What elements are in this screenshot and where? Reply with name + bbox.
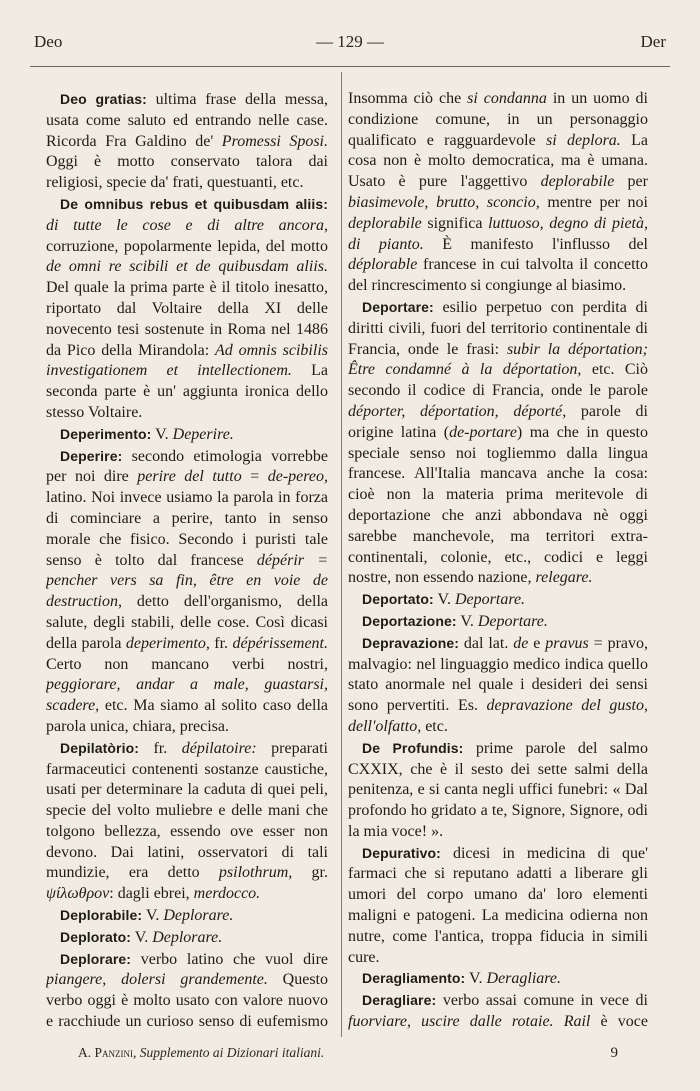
- entry-text: corruzione, popolarmente lepida, del motto: [46, 237, 328, 255]
- italic-text: deplorabile: [348, 214, 422, 232]
- italic-text: Promessi Sposi.: [221, 132, 328, 150]
- left-column: [46, 89, 328, 1035]
- dictionary-entry: [46, 446, 328, 738]
- entry-text: dicesi in medicina di que' farmaci che si reputano adatti a liberare gli umori del corpo umano da' loro elementi maligni e patogeni. La medicina odierna non nutre, come l'antica, troppa fiducia in simili cure.: [348, 844, 648, 966]
- footer-title: , Supplemento ai Dizionari italiani.: [133, 1045, 325, 1060]
- italic-text: peggiorare, andar a male, guastarsi, scadere,: [46, 676, 328, 715]
- italic-text: perire del tutto: [137, 468, 242, 486]
- italic-text: piangere, dolersi grandemente.: [46, 971, 268, 989]
- entry-text: : dagli ebrei,: [109, 885, 194, 903]
- dictionary-entry: [348, 990, 648, 1035]
- header-rule: [30, 66, 670, 67]
- entry-text: È manifesto l'influsso del: [423, 235, 648, 253]
- italic-text: de-pereo,: [267, 468, 328, 486]
- italic-text: subir la déportation; Être condamné à la déportation,: [348, 340, 648, 379]
- italic-text: relegare.: [535, 569, 593, 587]
- entry-headword: Depurativo:: [362, 844, 441, 861]
- dictionary-entry: [46, 738, 328, 905]
- entry-text: parole di origine latina (: [348, 402, 648, 441]
- italic-text: [477, 1034, 574, 1035]
- italic-text: Deplorare.: [163, 907, 234, 925]
- entry-headword: Deportazione:: [362, 612, 457, 629]
- dictionary-entry: [46, 89, 328, 194]
- dictionary-entry: [348, 589, 648, 611]
- dictionary-entry: [348, 633, 648, 738]
- italic-text: deperimento,: [125, 634, 210, 652]
- italic-text: dépérissement.: [232, 634, 328, 652]
- entry-text: Oggi è motto conservato talora dai religiosi, specie da' frati, questuanti, etc.: [46, 153, 328, 192]
- entry-text: è voce: [600, 1013, 648, 1031]
- entry-headword: Deperire:: [60, 447, 123, 464]
- footer-author: Panzini: [94, 1045, 133, 1060]
- italic-text: luttuoso, degno di pietà, di pianto.: [348, 214, 648, 253]
- dictionary-entry: [348, 738, 648, 843]
- entry-text: =: [241, 468, 268, 486]
- header-right-guideword: Der: [640, 32, 666, 51]
- entry-text: fr.: [138, 739, 182, 757]
- entry-text: V.: [433, 591, 455, 609]
- italic-text: de-portare: [449, 423, 517, 441]
- entry-headword: De omnibus rebus et quibusdam aliis:: [60, 195, 328, 212]
- entry-text: prime parole del salmo CXXIX, che è il sesto dei sette salmi della penitenza, e si canta negli uffici funebri: « Dal profondo ho gridato a te, Signore, Signore, odi la mia voce! ».: [348, 739, 648, 840]
- italic-text: merdocco.: [193, 885, 261, 903]
- italic-text: dépilatoire:: [181, 739, 257, 757]
- dictionary-entry: [348, 297, 648, 589]
- entry-text: ultima frase della messa, usata come saluto ed entrando nelle case. Ricorda Fra Galdino de': [46, 91, 328, 150]
- italic-text: di tutte le cose e di altre ancora,: [46, 216, 328, 234]
- entry-headword: Deragliare:: [362, 992, 437, 1009]
- italic-text: déplorable: [348, 256, 418, 274]
- dictionary-entry: [46, 194, 328, 424]
- entry-text: Questo verbo oggi è molto usato con valore nuovo e racchiude un curioso senso di eufemismo: [46, 971, 328, 1031]
- footer-citation: [78, 1045, 324, 1061]
- entry-text: significa: [421, 214, 489, 232]
- entry-text: francese in cui talvolta il concetto del rincrescimento si congiunge al biasimo.: [348, 256, 648, 295]
- entry-headword: Deportato:: [362, 591, 434, 608]
- entry-text: = pravo, malvagio: nel linguaggio medico indica quello stato anormale nel quale i desideri dei sensi sono pervertiti. Es.: [348, 634, 648, 715]
- header-left-guideword: Deo: [34, 32, 63, 51]
- dictionary-entry: [348, 89, 648, 297]
- italic-text: Deperire.: [172, 425, 234, 443]
- page-number: — 129 —: [316, 32, 384, 51]
- entry-text: Insomma ciò che: [348, 90, 468, 107]
- entry-text: esilio perpetuo con perdita di diritti civili, fuori del territorio continentale di Francia, onde le frasi:: [348, 298, 648, 358]
- dictionary-entry: [348, 611, 648, 633]
- footer: [78, 1045, 648, 1067]
- entry-headword: Depilatòrio:: [60, 739, 139, 756]
- italic-text: depravazione del gusto, dell'olfatto,: [348, 697, 648, 735]
- entry-headword: Deperimento:: [60, 425, 152, 442]
- dictionary-entry: [46, 424, 328, 446]
- italic-text: biasimevole, brutto, sconcio,: [348, 193, 540, 211]
- entry-headword: Deragliamento:: [362, 970, 466, 987]
- entry-text: ) ma che in questo speciale senso noi togliemmo dalla lingua francese. All'Italia mancava anche la cosa: cioè non la materia prima meritevole di deportazione che anzi abbondava nè oggi sarebbe manchevole, ma territori extra-continentali, colonie, etc., codici e leggi nostre, non essendo nazione,: [348, 423, 648, 587]
- italic-text: Ad omnis scibilis investigationem et intellectionem.: [46, 341, 328, 380]
- italic-text: deplorabile: [540, 173, 615, 191]
- entry-headword: Deplorare:: [60, 950, 132, 967]
- running-header: [34, 32, 666, 56]
- dictionary-entry: [348, 843, 648, 969]
- italic-text: déporter, déportation, déporté,: [348, 402, 567, 420]
- entry-text: latino. Noi invece usiamo la parola in forza di cominciare a perire, tanto in senso morale che fisico. Secondo i puristi tale senso è tolto dal francese: [46, 489, 328, 569]
- column-divider: [341, 72, 342, 1037]
- entry-text: Certo non mancano verbi nostri,: [46, 655, 328, 673]
- dictionary-entry: [348, 968, 648, 990]
- italic-text: Deportare.: [477, 612, 548, 630]
- signature-mark: 9: [610, 1045, 618, 1061]
- entry-text: preparati farmaceutici contenenti sostanze caustiche, usati per determinare la caduta di quei peli, specie del volto muliebre e delle mani che tolgono bellezza, essendo ove esser non devono. Dai latini, osservatori di tali mundizie, era detto: [46, 739, 328, 882]
- entry-text: etc.: [421, 717, 448, 735]
- entry-text: mentre per noi: [539, 193, 648, 211]
- entry-text: etc. Ciò secondo il codice di Francia, onde le parole: [348, 361, 648, 400]
- entry-text: fr.: [209, 634, 233, 652]
- entry-text: verbo latino che vuol dire: [131, 950, 328, 968]
- entry-text: dal lat.: [459, 634, 514, 652]
- entry-text: Del quale la prima parte è il titolo inesatto, riportato dal Voltaire della XI delle novecento tesi sostenute in Roma nel 1486 da Pico della Mirandola:: [46, 279, 328, 359]
- entry-text: V.: [151, 425, 173, 443]
- entry-headword: Deo gratias:: [60, 91, 147, 107]
- italic-text: pravus: [545, 634, 589, 652]
- italic-text: si condanna: [467, 90, 547, 107]
- entry-headword: De Profundis:: [362, 739, 464, 756]
- entry-text: gr.: [292, 864, 328, 882]
- entry-text: verbo assai comune in vece di: [436, 992, 648, 1010]
- entry-text: La seconda parte è un' aggiunta ironica dello stesso Voltaire.: [46, 362, 328, 421]
- entry-text: detto dell'organismo, della salute, degli stabili, delle cose. Così dicasi della parola: [46, 593, 328, 652]
- entry-text: V.: [465, 970, 487, 988]
- entry-headword: Depravazione:: [362, 634, 459, 651]
- entry-text: e: [528, 634, 546, 652]
- entry-text: V.: [131, 928, 153, 946]
- entry-text: in un uomo di condizione comune, in un personaggio qualificato e ragguardevole: [348, 90, 648, 149]
- italic-text: si deplora.: [546, 131, 621, 149]
- entry-text: etc. Ma siamo al solito caso della parola unica, chiara, precisa.: [46, 697, 328, 735]
- italic-text: ψίλωθρον: [46, 885, 110, 903]
- entry-headword: Deplorato:: [60, 928, 131, 945]
- entry-headword: Deportare:: [362, 298, 434, 315]
- italic-text: de: [513, 634, 529, 652]
- italic-text: de omni re scibili et de quibusdam aliis.: [46, 258, 328, 276]
- dictionary-entry: [46, 949, 328, 1035]
- italic-text: Deplorare.: [152, 928, 223, 946]
- entry-text: secondo etimologia vorrebbe per noi dire: [46, 447, 328, 486]
- dictionary-entry: [46, 905, 328, 927]
- entry-headword: Deplorabile:: [60, 907, 143, 924]
- italic-text: Deportare.: [454, 591, 526, 609]
- entry-text: La cosa non è molto democratica, ma è umana. Usato è pure l'aggettivo: [348, 131, 648, 191]
- entry-text: [574, 1034, 620, 1035]
- entry-text: V.: [456, 612, 478, 630]
- footer-prefix: A.: [78, 1045, 95, 1060]
- entry-text: V.: [142, 907, 164, 925]
- dictionary-entry: [46, 927, 328, 949]
- italic-text: fuorviare, uscire dalle rotaie. Rail: [348, 1013, 591, 1031]
- italic-text: Deragliare.: [486, 970, 562, 988]
- entry-text: per: [614, 173, 648, 191]
- italic-text: psilothrum,: [218, 864, 293, 882]
- right-column: [348, 89, 648, 1035]
- italic-text: dépérir = pencher vers sa fin, être en voie de destruction,: [46, 551, 328, 611]
